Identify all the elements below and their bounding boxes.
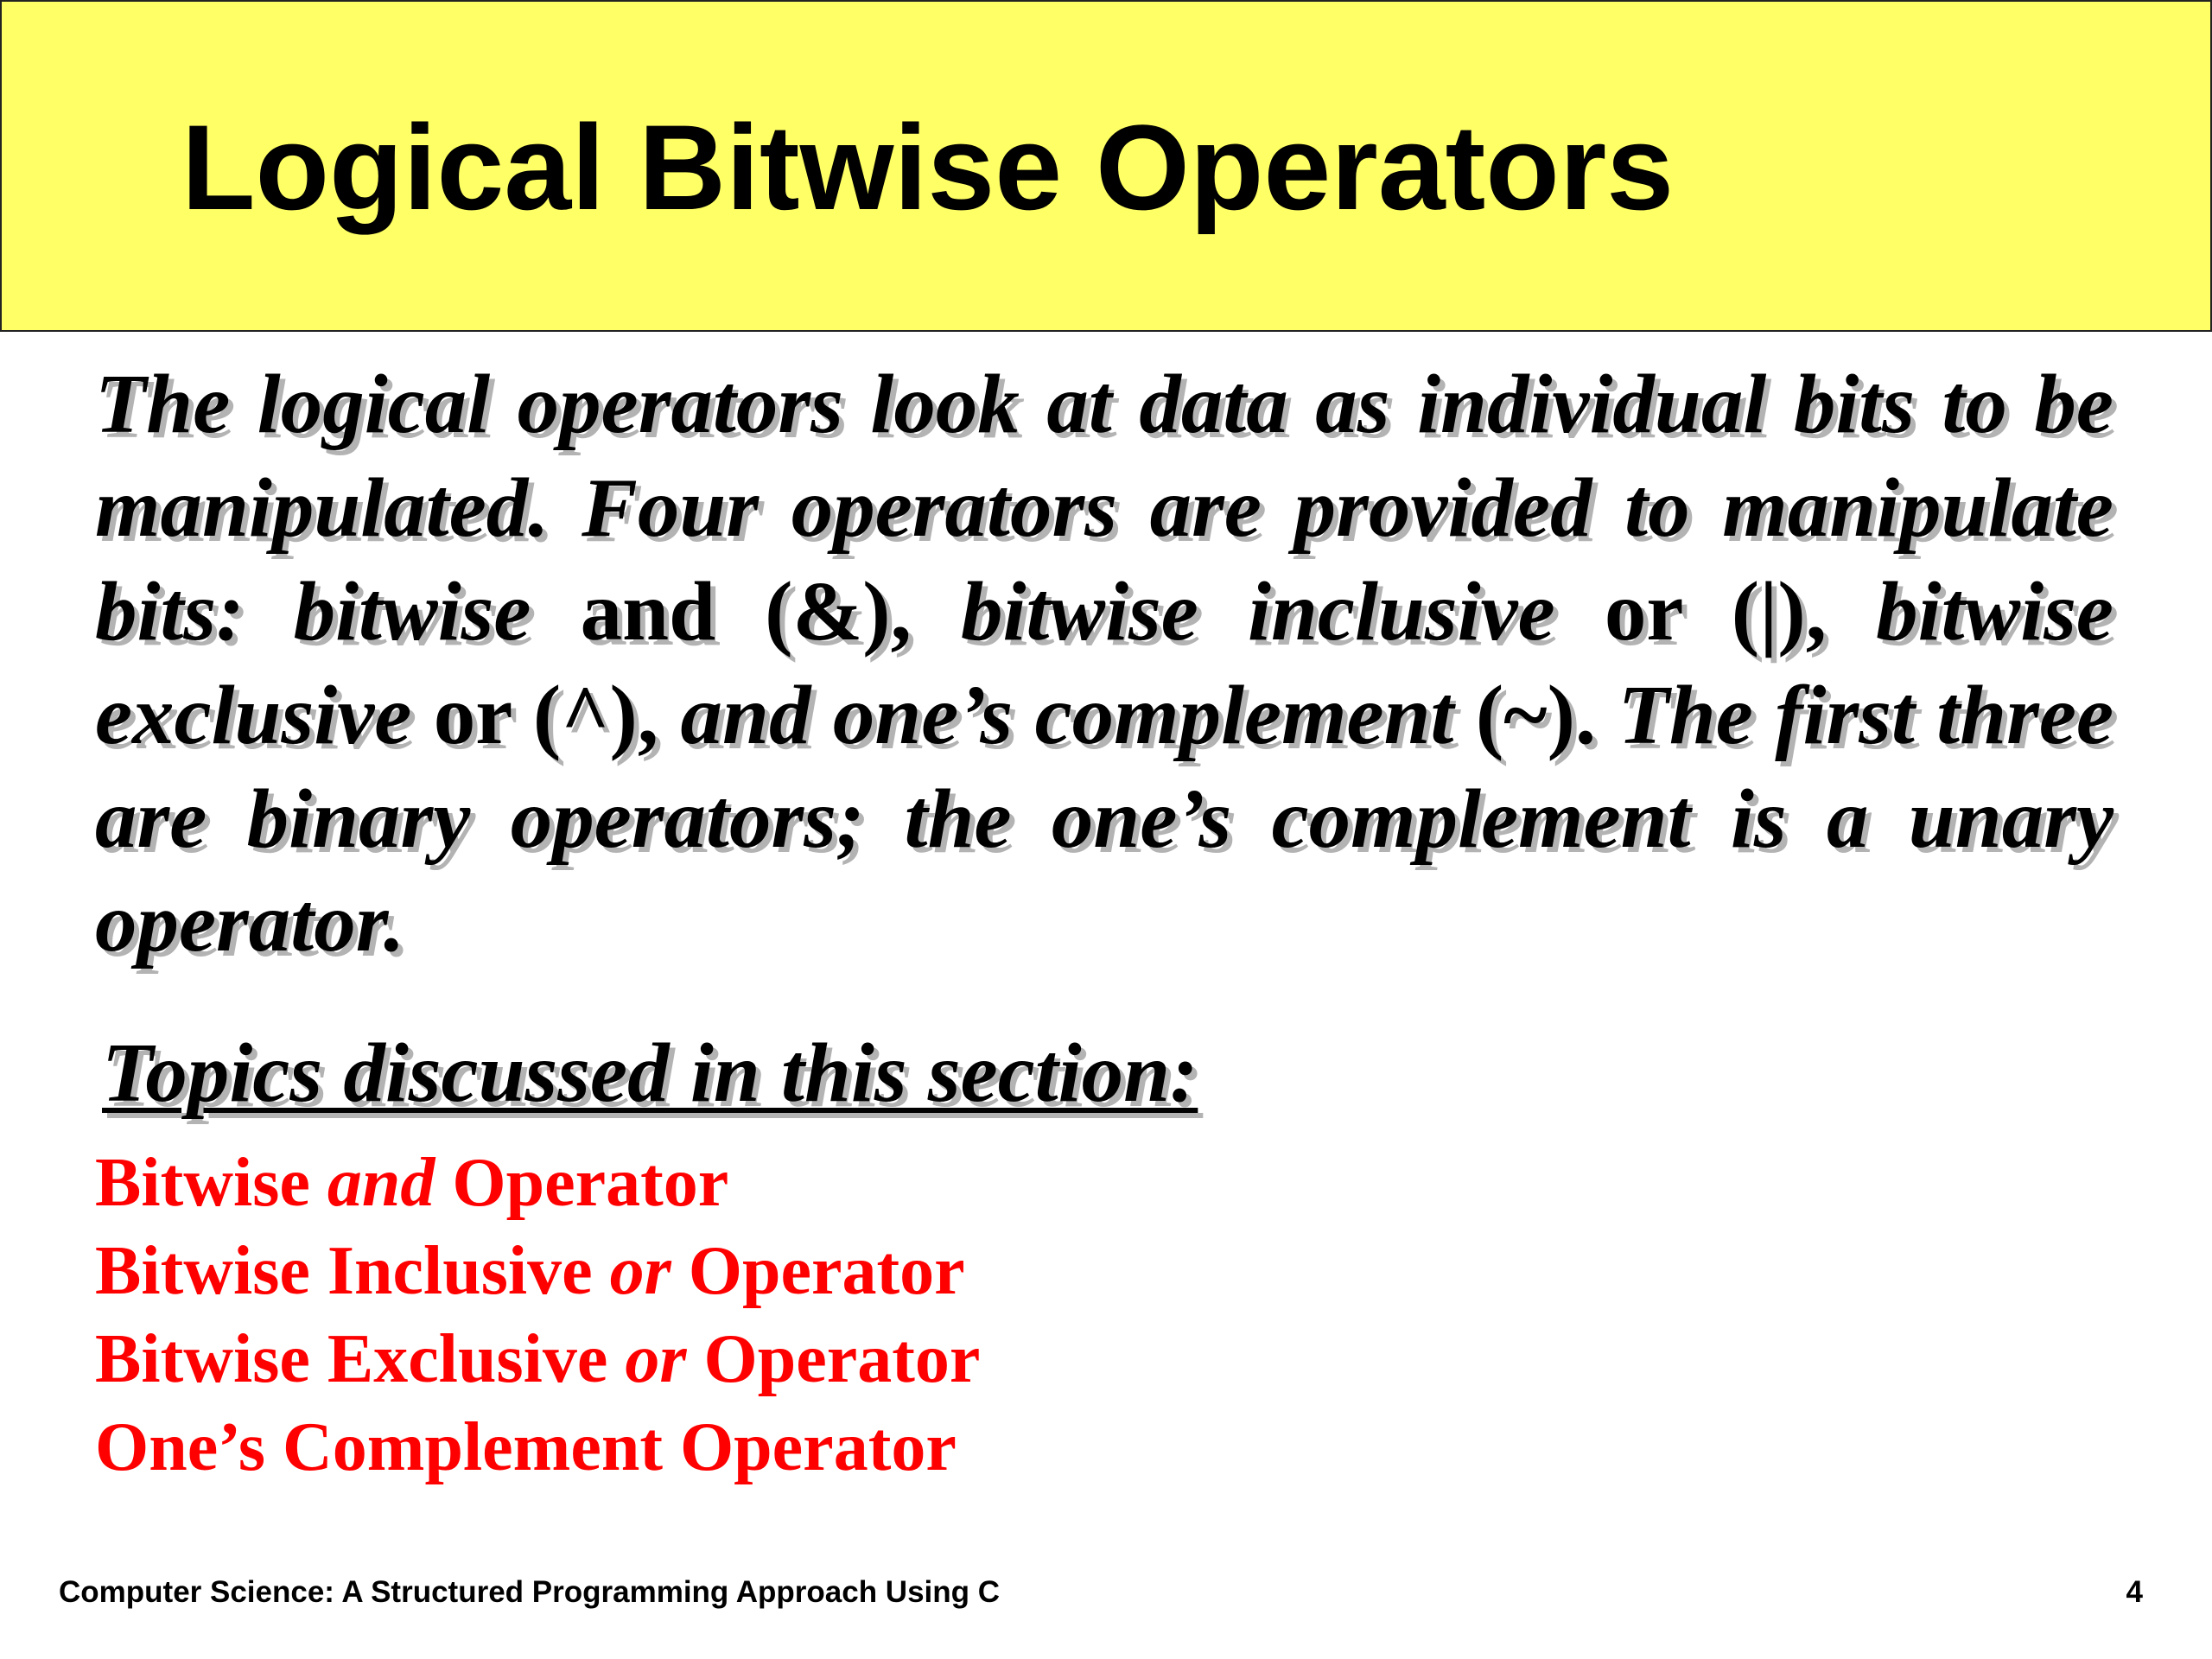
operator-and-label: and (&), xyxy=(580,565,912,658)
topics-heading: Topics discussed in this section: xyxy=(102,1027,1198,1119)
topic-item xyxy=(95,1139,980,1227)
topic-item xyxy=(95,1227,980,1315)
topic-item xyxy=(95,1315,980,1403)
topic-text: Operator xyxy=(671,1233,965,1309)
topic-text: Bitwise Exclusive xyxy=(95,1321,626,1397)
footer-page-number: 4 xyxy=(2126,1575,2143,1609)
topic-emphasis: and xyxy=(327,1145,435,1221)
topic-emphasis: or xyxy=(609,1233,671,1309)
topic-item xyxy=(95,1403,980,1491)
topic-text: Bitwise Inclusive xyxy=(95,1233,610,1309)
topic-text: One’s Complement Operator xyxy=(95,1409,957,1485)
operator-complement-label: (~). xyxy=(1475,669,1597,761)
intro-text-5: The first three are binary operators; the one’s complement is a unary operator. xyxy=(95,669,2114,969)
intro-text-4: and one’s complement xyxy=(680,669,1454,761)
title-bar xyxy=(0,0,2212,332)
operator-xor-label: or (^), xyxy=(433,669,659,761)
topic-emphasis: or xyxy=(625,1321,687,1397)
topics-list xyxy=(95,1139,980,1491)
topic-text: Operator xyxy=(686,1321,981,1397)
footer-book-title: Computer Science: A Structured Programming Approach Using C xyxy=(59,1575,1001,1609)
intro-text-2: bitwise inclusive xyxy=(961,565,1555,658)
operator-or-label: or (|), xyxy=(1604,565,1827,658)
slide-title: Logical Bitwise Operators xyxy=(181,99,1675,235)
intro-text-3: bitwise exclusive xyxy=(95,565,2113,761)
topic-text: Operator xyxy=(435,1145,729,1221)
intro-text-1: The logical operators look at data as individual bits to be manipulated. Four operators are provided to manipulate bits: bitwise xyxy=(95,358,2113,658)
topic-text: Bitwise xyxy=(95,1145,327,1221)
intro-paragraph xyxy=(95,353,2113,975)
